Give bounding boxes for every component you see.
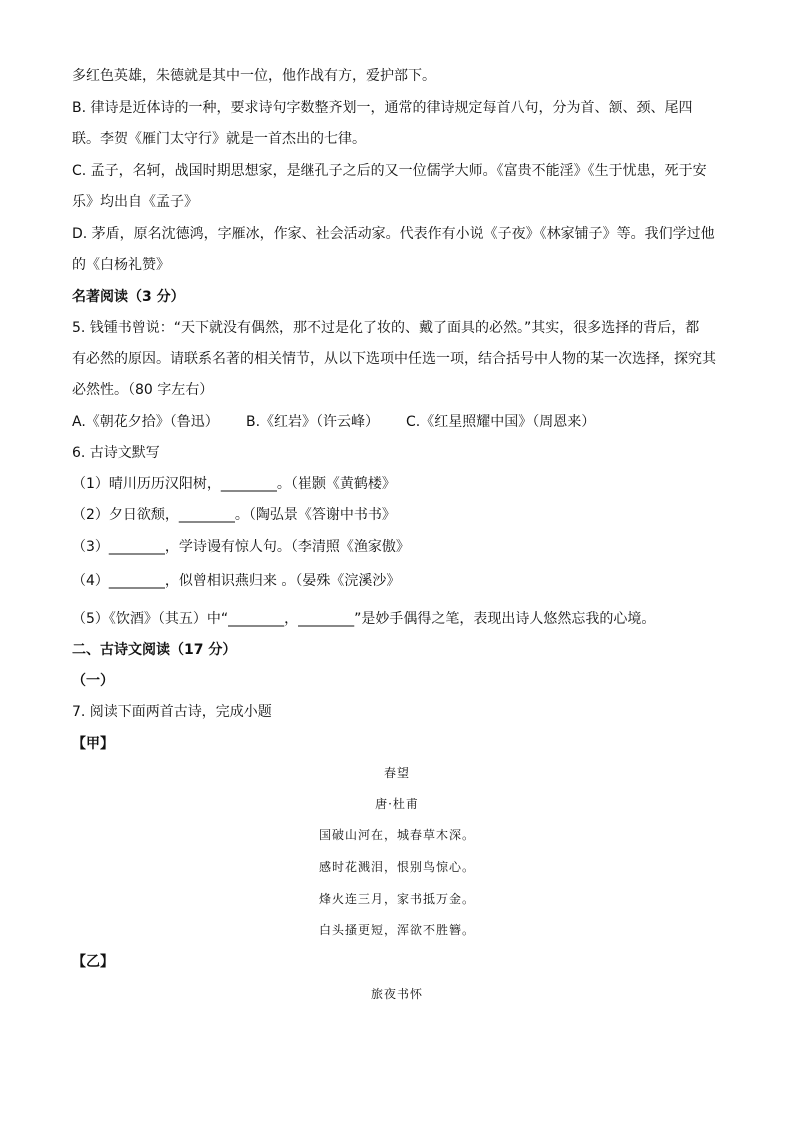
question-6-item-2: （2）夕日欲颓，________。（陶弘景《答谢中书书》 — [72, 507, 396, 523]
subsection-heading-one: （一） — [72, 673, 114, 689]
poem-yi-title: 旅夜书怀 — [370, 987, 423, 1001]
option-b-line-2: 联。李贺《雁门太守行》就是一首杰出的七律。 — [72, 131, 366, 147]
question-6-title: 6. 古诗文默写 — [72, 445, 160, 461]
poem-jia-title: 春望 — [383, 766, 410, 780]
poem-jia-line-3: 烽火连三月，家书抵万金。 — [318, 892, 475, 906]
question-5-options — [72, 412, 732, 432]
section-heading-two: 二、古诗文阅读（17 分） — [72, 642, 237, 658]
question-5-line-1: 5. 钱锺书曾说：“天下就没有偶然，那不过是化了妆的、戴了面具的必然。”其实，很多选择的背后，都 — [72, 320, 700, 336]
option-d-line-2: 的《白杨礼赞》 — [72, 257, 170, 273]
option-d-line-1: D. 茅盾，原名沈德鸿，字雁冰，作家、社会活动家。代表作有小说《子夜》《林家铺子》等。我们学过他 — [72, 226, 715, 242]
question-5-line-3: 必然性。（80 字左右） — [72, 382, 214, 398]
continuation-text: 多红色英雄，朱德就是其中一位，他作战有方，爱护部下。 — [72, 68, 436, 84]
question-6-item-5: （5）《饮酒》（其五）中“________，________”是妙手偶得之笔，表现出诗人悠然忘我的心境。 — [72, 611, 656, 627]
question-6-item-3: （3）________，学诗谩有惊人句。（李清照《渔家傲》 — [72, 539, 410, 555]
question-5-option-a: A.《朝花夕拾》（鲁迅） — [72, 414, 219, 430]
question-7-prompt: 7. 阅读下面两首古诗，完成小题 — [72, 704, 272, 720]
poem-jia-line-1: 国破山河在，城春草木深。 — [318, 828, 475, 842]
option-c-line-2: 乐》均出自《孟子》 — [72, 194, 198, 210]
question-5-line-2: 有必然的原因。请联系名著的相关情节，从以下选项中任选一项，结合括号中人物的某一次选择，探究其 — [72, 351, 716, 367]
question-5-option-c: C.《红星照耀中国》（周恩来） — [406, 414, 596, 430]
question-5-option-b: B.《红岩》（许云峰） — [246, 414, 380, 430]
poem-jia-line-2: 感时花溅泪，恨别鸟惊心。 — [318, 860, 475, 874]
poem-jia-label: 【甲】 — [72, 736, 114, 752]
question-6-item-4: （4）________，似曾相识燕归来 。（晏殊《浣溪沙》 — [72, 573, 401, 589]
option-c-line-1: C. 孟子，名轲，战国时期思想家，是继孔子之后的又一位儒学大师。《富贵不能淫》《生于忧患，死于安 — [72, 163, 707, 179]
option-b-line-1: B. 律诗是近体诗的一种，要求诗句字数整齐划一，通常的律诗规定每首八句，分为首、颔、颈、尾四 — [72, 100, 693, 116]
poem-jia-author: 唐·杜甫 — [375, 797, 419, 811]
question-6-item-1: （1）晴川历历汉阳树，________。（崔颢《黄鹤楼》 — [72, 476, 396, 492]
poem-yi-label: 【乙】 — [72, 954, 114, 970]
poem-jia-line-4: 白头搔更短，浑欲不胜簪。 — [318, 923, 475, 937]
section-heading-mingzhu: 名著阅读（3 分） — [72, 289, 185, 305]
